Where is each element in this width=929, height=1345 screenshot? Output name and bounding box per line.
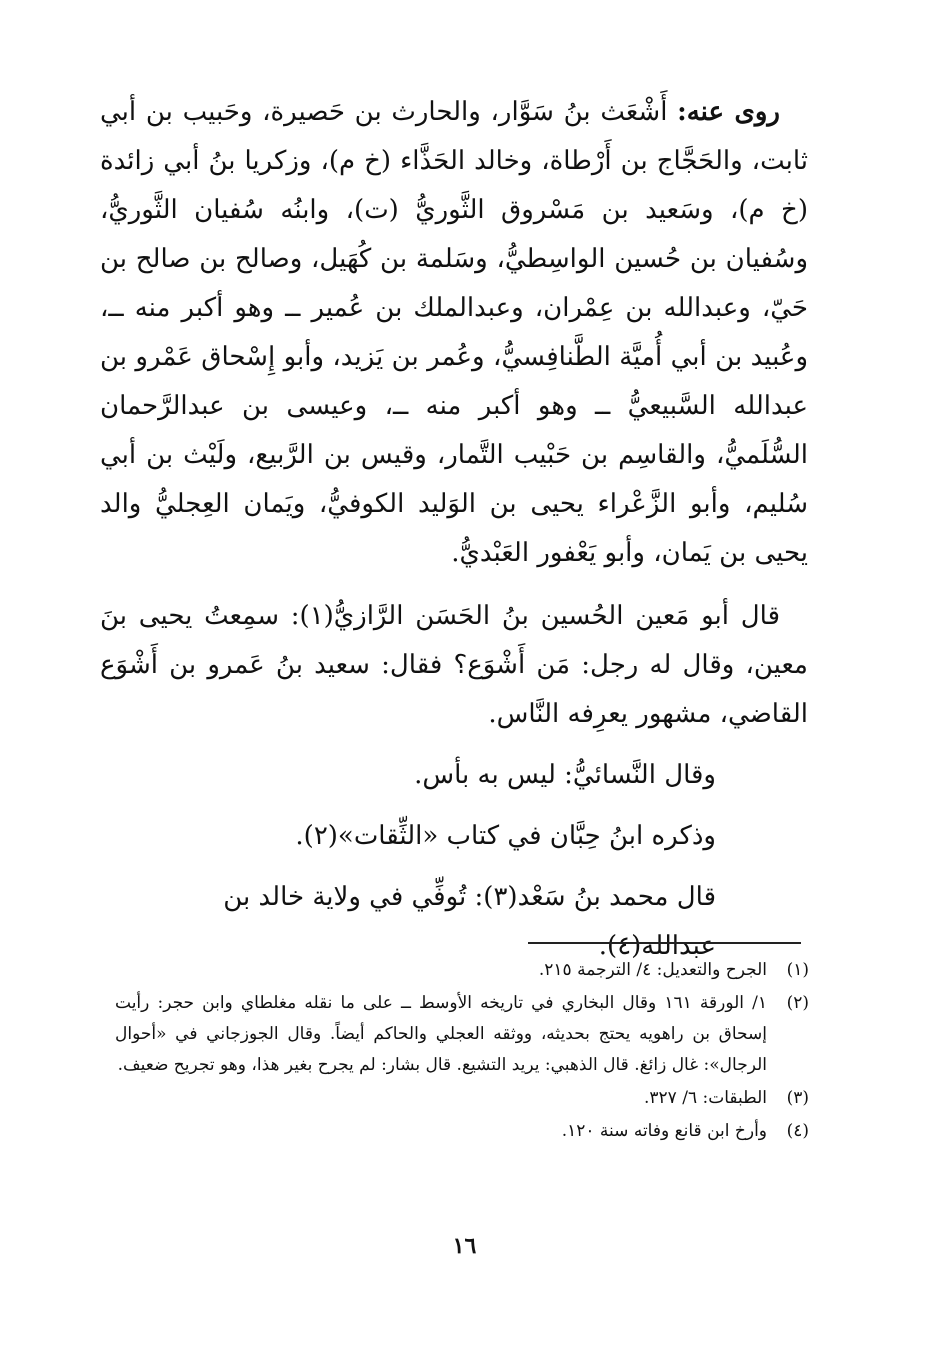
footnote-separator [528,942,801,944]
paragraph-ibn-hibban: وذكره ابنُ حِبَّان في كتاب «الثِّقات»(٢). [295,821,716,851]
paragraph-nasai: وقال النَّسائيُّ: ليس به بأس. [414,760,716,790]
footnote-2 [115,988,809,1081]
footnote-text: الجرح والتعديل: ٤/ الترجمة ٢١٥. [538,960,767,980]
footnote-text: ١/ الورقة ١٦١ وقال البخاري في تاريخه الأوسط ــ على ما نقله مغلطاي وابن حجر: رأيت إسحاق بن راهويه يحتج بحديثه، ووثقه العجلي والحاكم أيضاً. وقال الجوزجاني في «أحوال الرجال»: غال زائغ. قال الذهبي: يريد التشيع. قال بشار: لم يجرح بغير هذا، وهو تجريح ضعيف. [115,993,767,1075]
footnote-3 [115,1083,809,1114]
footnote-4 [115,1116,809,1147]
footnote-text: وأرخ ابن قانع وفاته سنة ١٢٠. [561,1121,767,1141]
footnotes [115,955,809,1149]
footnote-text: الطبقات: ٦/ ٣٢٧. [644,1088,767,1108]
page-number: ١٦ [452,1233,477,1259]
main-text [100,88,808,971]
narrators-label: روى عنه: [677,97,780,127]
footnote-number: (٤) [786,1121,809,1141]
footnote-number: (٣) [786,1088,809,1108]
footnote-1 [115,955,809,986]
footnote-number: (١) [786,960,809,980]
narrators-text: أَشْعَث بنُ سَوَّار، والحارث بن حَصيرة، وحَبيب بن أبي ثابت، والحَجَّاج بن أَرْطاة، وخالد الحَذَّاء (خ م)، وزكريا بنُ أبي زائدة (خ م)، وسَعيد بن مَسْروق الثَّوريُّ (ت)، وابنُه سُفيان الثَّوريُّ، وسُفيان بن حُسين الواسِطيُّ، وسَلمة بن كُهَيل، وصالح بن صالح بن حَيّ، وعبدالله بن عِمْران، وعبدالملك بن عُمير ــ وهو أكبر منه ــ، وعُبيد بن أبي أُميَّة الطَّنافِسيُّ، وعُمر بن يَزيد، وأبو إِسْحاق عَمْرو بن عبدالله السَّبيعيُّ ــ وهو أكبر منه ــ، وعيسى بن عبدالرَّحمان السُّلَميُّ، والقاسِم بن حَبْيب التَّمار، وقيس بن الرَّبيع، ولَيْث بن أبي سُليم، وأبو الزَّعْراء يحيى بن الوَليد الكوفيُّ، ويَمان العِجليُّ والد يحيى بن يَمان، وأبو يَعْفور العَبْديُّ. [100,97,809,568]
paragraph-narrators [100,88,808,578]
footnote-number: (٢) [786,993,809,1013]
paragraph-abu-main: قال أبو مَعين الحُسين بنُ الحَسَن الرَّازيُّ(١): سمِعتُ يحيى بنَ معين، وقال له رجل: مَن أَشْوَع؟ فقال: سعيد بنُ عَمرو بن أَشْوَع القاضي، مشهور يعرِفه النَّاس. [100,601,808,729]
paragraph-ibn-sad: قال محمد بنُ سَعْد(٣): تُوفِّي في ولاية خالد بن عبدالله(٤). [223,882,716,961]
